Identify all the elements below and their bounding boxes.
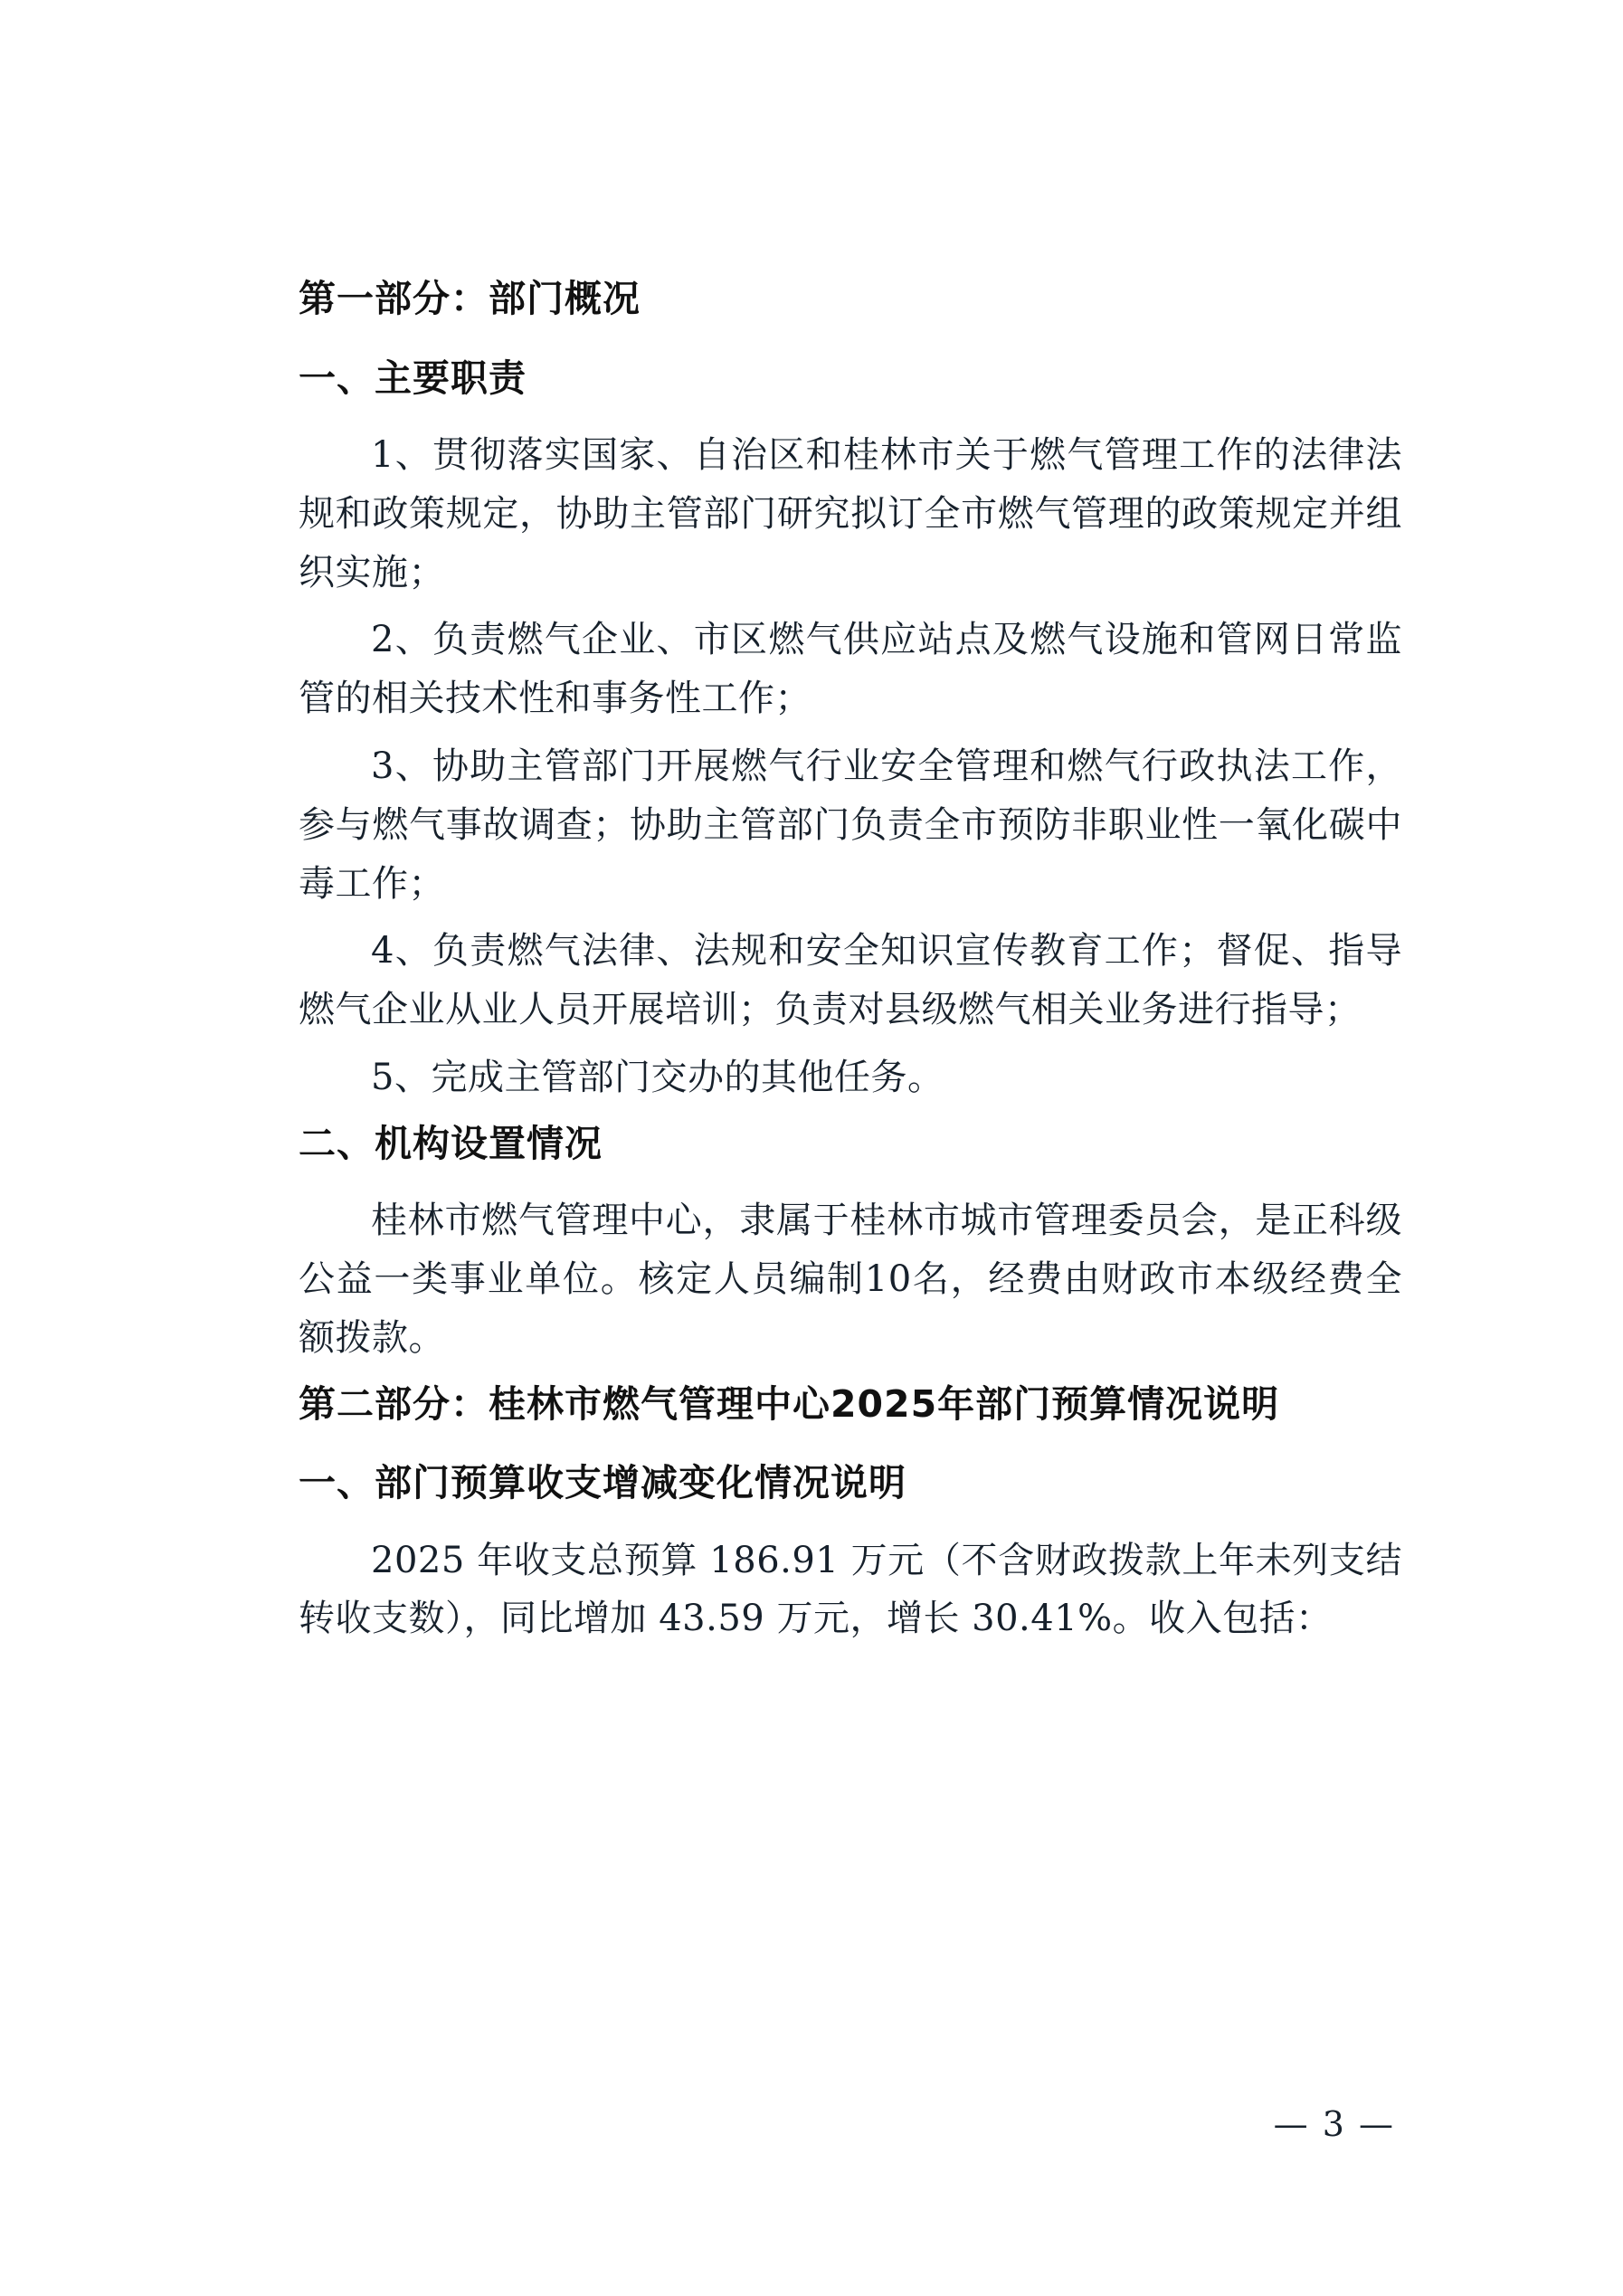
duty-item-3: 3、协助主管部门开展燃气行业安全管理和燃气行政执法工作，参与燃气事故调查；协助主管部门负责全市预防非职业性一氧化碳中毒工作； xyxy=(299,745,1402,905)
part-one-title: 第一部分：部门概况 xyxy=(299,277,641,320)
duty-item-1: 1、贯彻落实国家、自治区和桂林市关于燃气管理工作的法律法规和政策规定，协助主管部门研究拟订全市燃气管理的政策规定并组织实施； xyxy=(299,434,1402,593)
budget-paragraph: 2025 年收支总预算 186.91 万元（不含财政拨款上年未列支结转收支数），同比增加 43.59 万元，增长 30.41%。收入包括： xyxy=(299,1539,1402,1640)
part-two-title: 第二部分：桂林市燃气管理中心2025年部门预算情况说明 xyxy=(299,1381,1280,1426)
page-number: — 3 — xyxy=(1273,2104,1395,2144)
duty-item-5: 5、完成主管部门交办的其他任务。 xyxy=(371,1056,944,1098)
section-main-duties-title: 一、主要职责 xyxy=(299,356,527,400)
section-budget-change-title: 一、部门预算收支增减变化情况说明 xyxy=(299,1461,906,1505)
document-body xyxy=(299,271,1402,1648)
section-org-structure-title: 二、机构设置情况 xyxy=(299,1121,603,1165)
duty-item-4: 4、负责燃气法律、法规和安全知识宣传教育工作；督促、指导燃气企业从业人员开展培训；负责对县级燃气相关业务进行指导； xyxy=(299,930,1402,1031)
duty-item-2: 2、负责燃气企业、市区燃气供应站点及燃气设施和管网日常监管的相关技术性和事务性工作； xyxy=(299,619,1402,720)
org-structure-paragraph: 桂林市燃气管理中心，隶属于桂林市城市管理委员会，是正科级公益一类事业单位。核定人员编制10名，经费由财政市本级经费全额拨款。 xyxy=(299,1200,1402,1359)
